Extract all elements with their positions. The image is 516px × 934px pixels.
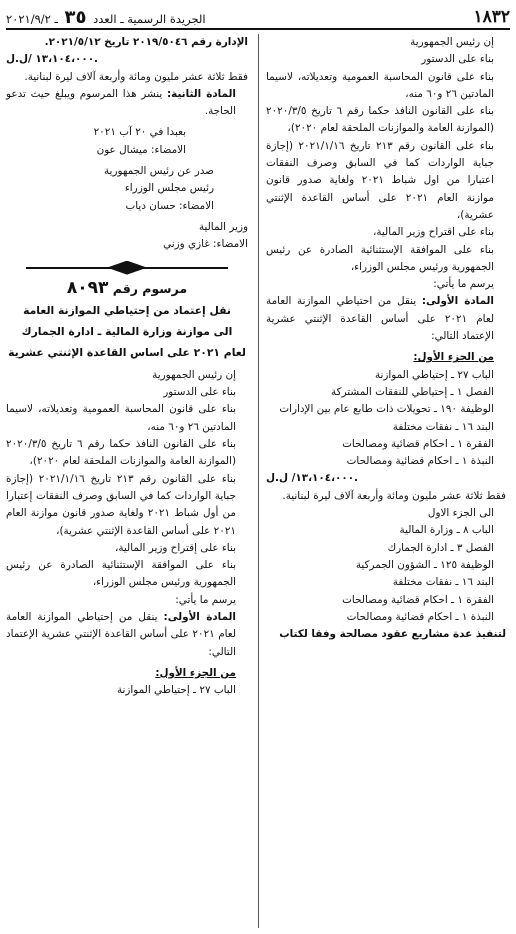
- decree-enactment: يرسم ما يأتي:: [433, 278, 494, 291]
- from-paragraph: الفقرة ١ ـ احكام قضائية ومصالحات: [342, 437, 494, 450]
- amount-figure: ١٣،١٠٤،٠٠٠/ ل.ل.: [266, 472, 358, 485]
- preamble-constitution-2: بناء على الدستور: [163, 386, 236, 399]
- to-paragraph: الفقرة ١ ـ احكام قضائية ومصالحات: [342, 593, 494, 606]
- preamble-president-2: إن رئيس الجمهورية: [152, 368, 236, 381]
- amount-in-words: فقط ثلاثة عشر مليون ومائة وأربعة آلاف ليرة لبنانية.: [282, 489, 506, 502]
- fm-title: وزير المالية: [198, 220, 248, 233]
- preamble-law-213: بناء على القانون رقم ٢١٣ تاريخ ٢٠٢١/١/١٦ (إجازة جباية الواردات كما في السابق وصرف النفقات اعتبارا من اول شباط ٢٠٢١ ولغاية صدور قانون موازنة العام ٢٠٢١ على أساس القاعدة الإثنتي عشرية)،: [266, 139, 495, 221]
- preamble-budget-law-2: بناء على القانون النافذ حكما رقم ٦ تاريخ ٢٠٢٠/٣/٥ (الموازنة العامة والموازنات الملحقة لعام ٢٠٢٠)،: [6, 438, 236, 468]
- preamble-accounting-law: بناء على قانون المحاسبة العمومية وتعديلاته، لاسيما المادتين ٢٦ و٦٠ منه،: [266, 70, 494, 100]
- column-divider: [258, 34, 259, 928]
- preamble-president: إن رئيس الجمهورية: [410, 36, 494, 48]
- to-function: الوظيفة ١٢٥ ـ الشؤون الجمركية: [355, 558, 494, 571]
- article-1: [266, 293, 506, 345]
- article-1-label: المادة الأولى:: [421, 295, 494, 308]
- gazette-name: الجريدة الرسمية ـ العدد: [93, 11, 206, 26]
- preamble-proposal-2: بناء على إقتراح وزير المالية،: [114, 541, 236, 554]
- preamble-approval-2: بناء على الموافقة الإستثنائية الصادرة عن رئيس الجمهورية ورئيس مجلس الوزراء،: [6, 559, 236, 589]
- article-1-label-b: المادة الأولى:: [163, 611, 236, 624]
- pm-title: رئيس مجلس الوزراء: [124, 182, 214, 195]
- decree-subject-2: الى موازنة وزارة المالية ـ ادارة الجمارك: [21, 324, 233, 338]
- signature-pm: الامضاء: حسان دياب: [125, 199, 214, 212]
- admin-reference: الإدارة رقم ٢٠١٩/٥٠٤٦ تاريخ ٢٠٢١/٥/١٢.: [44, 36, 248, 48]
- from-section: الفصل ١ ـ إحتياطي للنفقات المشتركة: [331, 385, 494, 398]
- decree-subject-1: نقل إعتماد من إحتياطي الموازنة العامة: [23, 303, 231, 317]
- page-header: [6, 6, 510, 30]
- section-divider-ornament: [6, 260, 248, 276]
- issued-by: صدر عن رئيس الجمهورية: [103, 165, 214, 178]
- to-section: الفصل ٣ ـ ادارة الجمارك: [387, 541, 494, 554]
- from-part-label-2: من الجزء الأول:: [155, 666, 236, 679]
- decree-enactment-2: يرسم ما يأتي:: [175, 593, 236, 606]
- from-chapter: الباب ٢٧ ـ إحتياطي الموازنة: [374, 368, 494, 381]
- article-1-b: [6, 609, 248, 661]
- place-date: بعبدا في ٢٠ آب ٢٠٢١: [93, 126, 186, 139]
- preamble-proposal: بناء على اقتراح وزير المالية،: [372, 226, 494, 239]
- decree-heading: [6, 277, 248, 298]
- left-column: [6, 34, 248, 928]
- from-item: البند ١٦ ـ نفقات مختلفة: [392, 420, 494, 433]
- decree-subject-3: لعام ٢٠٢١ على اساس القاعدة الإثنتي عشرية: [8, 345, 246, 359]
- signature-president: الامضاء: ميشال عون: [96, 143, 186, 156]
- to-part-label: الى الجزء الاول: [427, 507, 494, 520]
- decree-label: مرسوم رقم: [112, 280, 188, 296]
- preamble-approval: بناء على الموافقة الإستثنائية الصادرة عن رئيس الجمهورية ورئيس مجلس الوزراء،: [266, 243, 494, 273]
- page-number: ١٨٣٢: [473, 7, 510, 27]
- execution-note: لتنفيذ عدة مشاريع عقود مصالحة وفقا لكتاب: [279, 628, 506, 641]
- right-column: [266, 34, 506, 928]
- to-subparagraph: النبذة ١ ـ احكام قضائية ومصالحات: [346, 610, 494, 623]
- from-chapter-2: الباب ٢٧ ـ إحتياطي الموازنة: [116, 684, 236, 697]
- from-function: الوظيفة ١٩٠ ـ تحويلات ذات طابع عام بين الإدارات: [279, 403, 494, 416]
- to-item: البند ١٦ ـ نفقات مختلفة: [392, 576, 494, 589]
- article-2-label: المادة الثانية:: [166, 87, 236, 100]
- running-title: [6, 7, 206, 28]
- preamble-law-213-2: بناء على القانون رقم ٢١٣ تاريخ ٢٠٢١/١/١٦ (إجازة جباية الواردات كما في السابق وصرف النفقات إعتبارا من أول شباط ٢٠٢١ ولغاية صدور قانون موازنة العام ٢٠٢١ على أساس القاعدة الإثنتي عشرية)،: [6, 472, 236, 537]
- article-2: [6, 86, 248, 121]
- issue-number: ٣٥: [64, 6, 87, 28]
- preamble-constitution: بناء على الدستور: [421, 53, 494, 66]
- issue-date: ـ ٢٠٢١/٩/٢: [6, 11, 58, 26]
- signature-fm: الامضاء: غازي وزني: [163, 238, 248, 251]
- preamble-accounting-law-2: بناء على قانون المحاسبة العمومية وتعديلاته، لاسيما المادتين ٢٦ و٦٠ منه،: [6, 403, 236, 433]
- from-subparagraph: النبذة ١ ـ احكام قضائية ومصالحات: [346, 455, 494, 468]
- article-1-text: ينقل من احتياطي الموازنة العامة لعام ٢٠٢١ على أساس القاعدة الإثنتي عشرية الإعتماد التالي:: [266, 295, 494, 343]
- to-chapter: الباب ٨ ـ وزارة المالية: [399, 524, 494, 537]
- decree-number: ٨٠٩٣: [66, 277, 109, 298]
- amount-figure-2: ١٣،١٠٤،٠٠٠ /ل.ل.: [6, 53, 98, 66]
- article-1-text-b: ينقل من إحتياطي الموازنة العامة لعام ٢٠٢١ على أساس القاعدة الإثنتي عشرية الإعتماد التالي:: [6, 611, 236, 658]
- from-part-label: من الجزء الأول:: [413, 351, 494, 364]
- preamble-budget-law: بناء على القانون النافذ حكما رقم ٦ تاريخ ٢٠٢٠/٣/٥ (الموازنة العامة والموازنات الملحقة لعام ٢٠٢٠)،: [266, 105, 494, 135]
- amount-in-words-2: فقط ثلاثة عشر مليون ومائة وأربعة آلاف ليرة لبنانية.: [24, 70, 248, 83]
- article-2-text: ينشر هذا المرسوم ويبلغ حيث تدعو الحاجة.: [6, 87, 236, 118]
